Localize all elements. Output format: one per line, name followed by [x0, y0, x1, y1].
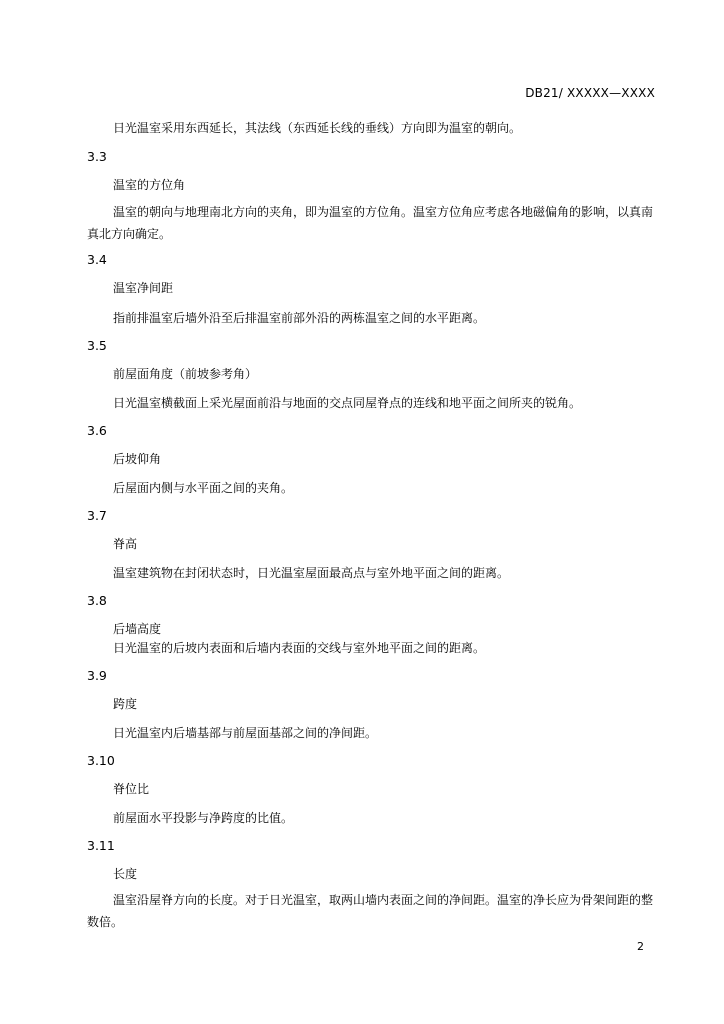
section-number: 3.10 [87, 753, 115, 768]
section-number: 3.9 [87, 668, 107, 683]
page-number: 2 [637, 940, 644, 953]
section-number: 3.4 [87, 252, 107, 267]
term-definition: 温室建筑物在封闭状态时，日光温室屋面最高点与室外地平面之间的距离。 [113, 566, 510, 580]
section-number: 3.6 [87, 423, 107, 438]
term-definition: 指前排温室后墙外沿至后排温室前部外沿的两栋温室之间的水平距离。 [113, 311, 486, 325]
term-title: 后坡仰角 [113, 452, 162, 466]
term-title: 脊位比 [113, 782, 150, 796]
section-number: 3.11 [87, 838, 115, 853]
term-title: 温室净间距 [113, 281, 174, 295]
term-title: 前屋面角度（前坡参考角） [113, 367, 258, 381]
term-title: 脊高 [113, 537, 138, 551]
section-number: 3.3 [87, 149, 107, 164]
term-definition: 日光温室横截面上采光屋面前沿与地面的交点同屋脊点的连线和地平面之间所夹的锐角。 [113, 396, 582, 410]
term-definition: 后屋面内侧与水平面之间的夹角。 [113, 481, 294, 495]
section-number: 3.7 [87, 508, 107, 523]
document-code: DB21/ XXXXX—XXXX [525, 86, 655, 100]
term-definition: 日光温室内后墙基部与前屋面基部之间的净间距。 [113, 726, 378, 740]
section-number: 3.8 [87, 593, 107, 608]
term-definition: 前屋面水平投影与净跨度的比值。 [113, 811, 294, 825]
term-title: 跨度 [113, 697, 138, 711]
term-title: 温室的方位角 [113, 178, 186, 192]
term-definition: 温室沿屋脊方向的长度。对于日光温室，取两山墙内表面之间的净间距。温室的净长应为骨架间距的整数倍。 [87, 893, 654, 929]
term-definition: 日光温室的后坡内表面和后墙内表面的交线与室外地平面之间的距离。 [113, 641, 486, 655]
term-definition: 温室的朝向与地理南北方向的夹角，即为温室的方位角。温室方位角应考虑各地磁偏角的影响，以真南真北方向确定。 [87, 205, 654, 241]
term-title: 后墙高度 [113, 622, 162, 636]
section-number: 3.5 [87, 338, 107, 353]
intro-paragraph: 日光温室采用东西延长，其法线（东西延长线的垂线）方向即为温室的朝向。 [113, 121, 522, 135]
term-title: 长度 [113, 867, 138, 881]
